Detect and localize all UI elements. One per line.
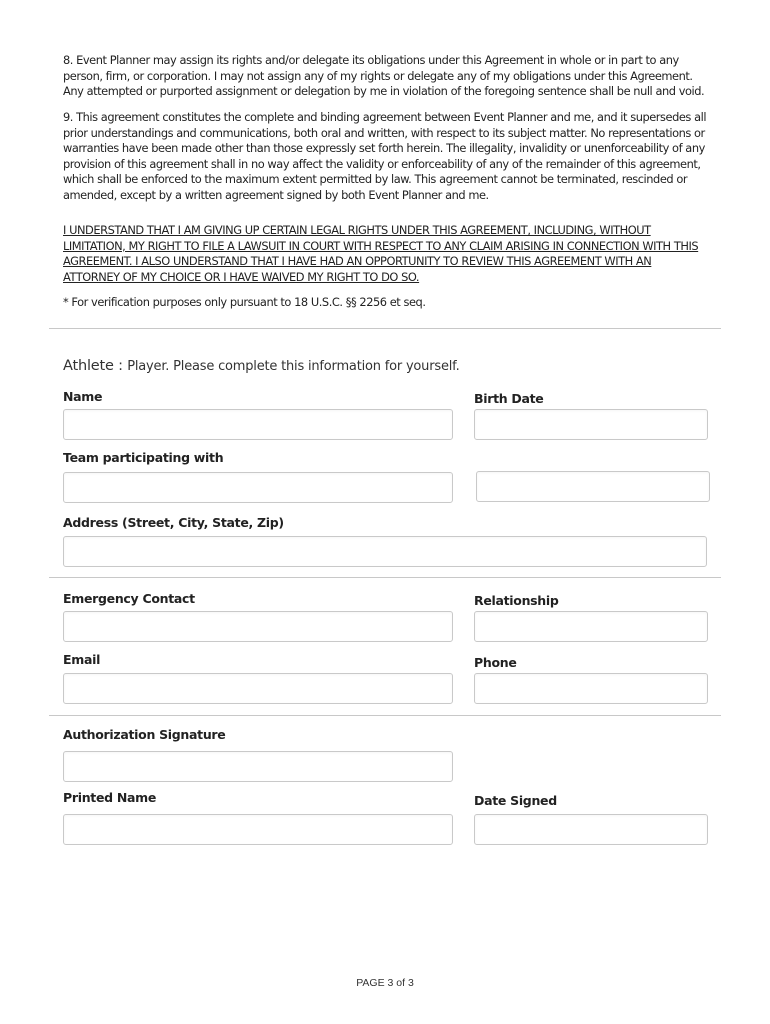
date-signed-input[interactable] <box>474 814 708 845</box>
phone-label: Phone <box>474 655 517 670</box>
birth-date-label: Birth Date <box>474 391 544 406</box>
section-divider <box>49 715 721 716</box>
athlete-section-title <box>63 358 460 374</box>
address-label: Address (Street, City, State, Zip) <box>63 515 284 530</box>
team-extra-input[interactable] <box>476 471 710 502</box>
relationship-label: Relationship <box>474 593 559 608</box>
emergency-contact-label: Emergency Contact <box>63 591 195 606</box>
relationship-input[interactable] <box>474 611 708 642</box>
name-input[interactable] <box>63 409 453 440</box>
date-signed-label: Date Signed <box>474 793 557 808</box>
clause-9: 9. This agreement constitutes the complete and binding agreement between Event Planner and me, and it supersedes all prior understandings and communications, both oral and written, with respect to its subject matter. No representations or warranties have been made other than those expressly set forth herein. The illegality, invalidity or unenforceability of any provision of this agreement shall in no way affect the validity or enforceability of any of the remainder of this agreement, which shall be enforced to the maximum extent permitted by law. This agreement cannot be terminated, rescinded or amended, except by a written agreement signed by both Event Planner and me. <box>63 110 707 202</box>
athlete-instructions: Player. Please complete this information for yourself. <box>127 359 460 374</box>
printed-name-input[interactable] <box>63 814 453 845</box>
emergency-contact-input[interactable] <box>63 611 453 642</box>
printed-name-label: Printed Name <box>63 790 157 805</box>
birth-date-input[interactable] <box>474 409 708 440</box>
clause-8: 8. Event Planner may assign its rights and/or delegate its obligations under this Agreement in whole or in part to any person, firm, or corporation. I may not assign any of my rights or delegate any of my obligations under this Agreement. Any attempted or purported assignment or delegation by me in violation of the foregoing sentence shall be null and void. <box>63 53 705 99</box>
section-divider <box>49 328 721 329</box>
signature-input[interactable] <box>63 751 453 782</box>
email-label: Email <box>63 652 101 667</box>
team-label: Team participating with <box>63 450 224 465</box>
team-input[interactable] <box>63 472 453 503</box>
legal-acknowledgement: I UNDERSTAND THAT I AM GIVING UP CERTAIN LEGAL RIGHTS UNDER THIS AGREEMENT, INCLUDING, WITHOUT LIMITATION, MY RIGHT TO FILE A LAWSUIT IN COURT WITH RESPECT TO ANY CLAIM ARISING IN CONNECTION WITH THIS AGREEMENT. I ALSO UNDERSTAND THAT I HAVE HAD AN OPPORTUNITY TO REVIEW THIS AGREEMENT WITH AN ATTORNEY OF MY CHOICE OR I HAVE WAIVED MY RIGHT TO DO SO. <box>63 223 699 284</box>
phone-input[interactable] <box>474 673 708 704</box>
signature-label: Authorization Signature <box>63 727 226 742</box>
page-number: PAGE 3 of 3 <box>356 977 414 989</box>
verification-note: * For verification purposes only pursuant to 18 U.S.C. §§ 2256 et seq. <box>63 295 426 309</box>
address-input[interactable] <box>63 536 707 567</box>
email-input[interactable] <box>63 673 453 704</box>
section-divider <box>49 577 721 578</box>
name-label: Name <box>63 389 103 404</box>
athlete-heading: Athlete : <box>63 358 123 374</box>
